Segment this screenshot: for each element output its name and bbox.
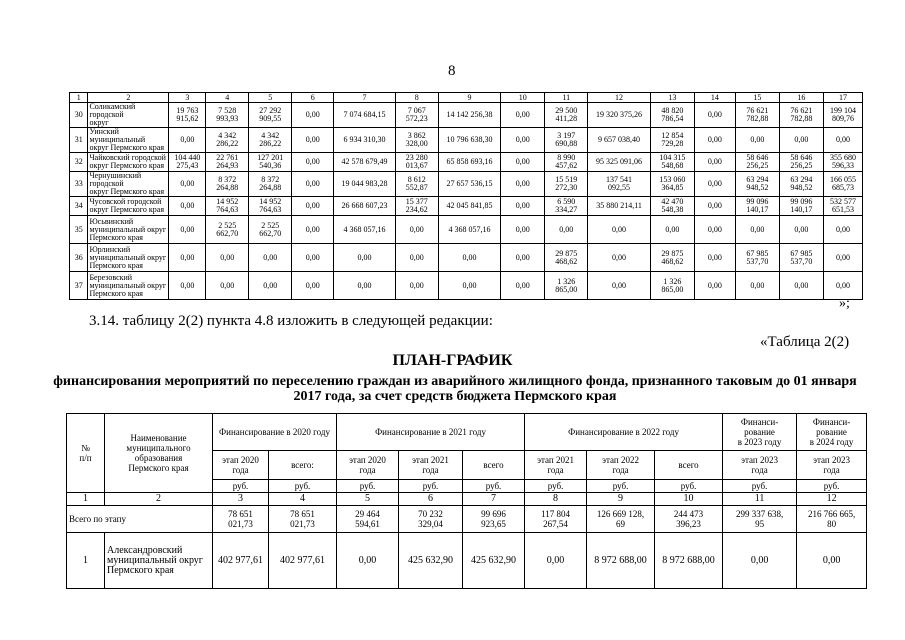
table-cell: 0,00 xyxy=(735,272,779,300)
header-cell: 2 xyxy=(88,93,169,103)
table-cell: 8 372 264,88 xyxy=(249,172,292,197)
table-cell: 35 xyxy=(70,216,88,244)
total-value: 244 473 396,23 xyxy=(655,506,723,533)
table-cell: 0,00 xyxy=(169,244,206,272)
table-cell: 31 xyxy=(70,128,88,153)
total-value: 70 232 329,04 xyxy=(399,506,463,533)
table-cell: 67 985 537,70 xyxy=(779,244,823,272)
subheader-cell: этап 2021 года xyxy=(525,451,587,480)
total-value: 29 464 594,61 xyxy=(337,506,399,533)
header-cell: 17 xyxy=(823,93,862,103)
table-cell: 0,00 xyxy=(545,216,588,244)
table-cell: 0,00 xyxy=(694,244,735,272)
table-cell: 34 xyxy=(70,197,88,216)
table-cell: 4 342 286,22 xyxy=(206,128,249,153)
municipality-name: Чайковский городской округ Пермского края xyxy=(88,153,169,172)
header-2020: Финансирование в 2020 году xyxy=(213,414,337,451)
column-number: 5 xyxy=(337,493,399,506)
table-row xyxy=(70,216,863,244)
subheader-cell: этап 2023 года xyxy=(797,451,867,480)
table-cell: 0,00 xyxy=(169,272,206,300)
table-row xyxy=(70,172,863,197)
header-name: Наименование муниципального образования Пермского края xyxy=(105,414,213,493)
table-cell: 6 590 334,27 xyxy=(545,197,588,216)
column-number: 9 xyxy=(587,493,655,506)
table-cell: 0,00 xyxy=(823,272,862,300)
quote-close: »; xyxy=(839,296,850,311)
municipality-name: Березовский муниципальный округ Пермского края xyxy=(88,272,169,300)
table-cell: 166 055 685,73 xyxy=(823,172,862,197)
table-cell: 14 952 764,63 xyxy=(206,197,249,216)
table-cell: 3 197 690,88 xyxy=(545,128,588,153)
header-cell: 16 xyxy=(779,93,823,103)
table-cell: 0,00 xyxy=(501,153,545,172)
table-cell: 42 578 679,49 xyxy=(334,153,395,172)
municipal-funding-table xyxy=(69,92,863,300)
table-cell: 0,00 xyxy=(395,216,438,244)
table-cell: 48 820 786,54 xyxy=(650,103,694,128)
unit-cell: руб. xyxy=(655,480,723,493)
table-cell: 95 325 091,06 xyxy=(588,153,650,172)
total-value: 78 651 021,73 xyxy=(269,506,337,533)
table-row xyxy=(70,128,863,153)
table-cell: 58 646 256,25 xyxy=(735,153,779,172)
table-cell: 58 646 256,25 xyxy=(779,153,823,172)
subheader-cell: этап 2022 года xyxy=(587,451,655,480)
table-cell: 104 440 275,43 xyxy=(169,153,206,172)
table-cell: 76 621 782,88 xyxy=(735,103,779,128)
table-cell: 0,00 xyxy=(694,272,735,300)
table-row xyxy=(70,244,863,272)
table-cell: 425 632,90 xyxy=(399,533,463,589)
table-cell: 0,00 xyxy=(292,103,334,128)
table-cell: 35 880 214,11 xyxy=(588,197,650,216)
table-cell: 0,00 xyxy=(723,533,797,589)
table-row xyxy=(70,103,863,128)
table-cell: 0,00 xyxy=(334,244,395,272)
table-cell: 3 862 328,00 xyxy=(395,128,438,153)
table-cell: 15 377 234,62 xyxy=(395,197,438,216)
subheader-cell: этап 2020 года xyxy=(337,451,399,480)
table-cell: 0,00 xyxy=(694,128,735,153)
unit-cell: руб. xyxy=(525,480,587,493)
municipality-name: Чусовской городской округ Пермского края xyxy=(88,197,169,216)
table-cell: 0,00 xyxy=(206,244,249,272)
unit-cell: руб. xyxy=(723,480,797,493)
table-row xyxy=(70,197,863,216)
municipality-name: Соликамский городской округ xyxy=(88,103,169,128)
column-number: 8 xyxy=(525,493,587,506)
table-cell: 0,00 xyxy=(588,272,650,300)
table-cell: 8 972 688,00 xyxy=(587,533,655,589)
table-cell: 7 067 572,23 xyxy=(395,103,438,128)
column-number: 12 xyxy=(797,493,867,506)
municipality-name: Уинский муниципальный округ Пермского края xyxy=(88,128,169,153)
header-cell: 11 xyxy=(545,93,588,103)
table-cell: 27 292 909,55 xyxy=(249,103,292,128)
table-cell: 425 632,90 xyxy=(463,533,525,589)
column-number: 4 xyxy=(269,493,337,506)
unit-cell: руб. xyxy=(797,480,867,493)
header-num: № п/п xyxy=(67,414,105,493)
table-cell: 0,00 xyxy=(779,128,823,153)
table-cell: 0,00 xyxy=(249,244,292,272)
header-cell: 7 xyxy=(334,93,395,103)
table-cell: 0,00 xyxy=(823,244,862,272)
municipality-name: Юсьвинский муниципальный округ Пермского края xyxy=(88,216,169,244)
table-cell: 8 612 552,87 xyxy=(395,172,438,197)
column-number: 7 xyxy=(463,493,525,506)
table-cell: 36 xyxy=(70,244,88,272)
table-cell: 19 763 915,62 xyxy=(169,103,206,128)
table-cell: 29 875 468,62 xyxy=(545,244,588,272)
column-number: 2 xyxy=(105,493,213,506)
table-cell: 153 060 364,85 xyxy=(650,172,694,197)
table-cell: 0,00 xyxy=(735,128,779,153)
table-cell: 0,00 xyxy=(525,533,587,589)
subheader-cell: этап 2020 года xyxy=(213,451,269,480)
column-number: 3 xyxy=(213,493,269,506)
table-cell: 19 320 375,26 xyxy=(588,103,650,128)
table-cell: 532 577 651,53 xyxy=(823,197,862,216)
unit-cell: руб. xyxy=(463,480,525,493)
table-cell: 29 875 468,62 xyxy=(650,244,694,272)
unit-cell: руб. xyxy=(587,480,655,493)
table-cell: 10 796 638,30 xyxy=(438,128,500,153)
table-cell: 0,00 xyxy=(501,216,545,244)
table-cell: 0,00 xyxy=(206,272,249,300)
table-cell: 0,00 xyxy=(395,272,438,300)
table-cell: 2 525 662,70 xyxy=(249,216,292,244)
table-cell: 137 541 092,55 xyxy=(588,172,650,197)
table-cell: 1 xyxy=(67,533,105,589)
table-cell: 0,00 xyxy=(292,244,334,272)
table-cell: 63 294 948,52 xyxy=(779,172,823,197)
table-cell: 26 668 607,23 xyxy=(334,197,395,216)
table-cell: 0,00 xyxy=(588,244,650,272)
header-cell: 9 xyxy=(438,93,500,103)
table-cell: 1 326 865,00 xyxy=(650,272,694,300)
total-value: 216 766 665, 80 xyxy=(797,506,867,533)
table-cell: 65 858 693,16 xyxy=(438,153,500,172)
total-value: 126 669 128, 69 xyxy=(587,506,655,533)
table-cell: 19 044 983,28 xyxy=(334,172,395,197)
table-cell: 0,00 xyxy=(292,197,334,216)
table-row xyxy=(70,272,863,300)
total-value: 299 337 638, 95 xyxy=(723,506,797,533)
table-cell: 4 368 057,16 xyxy=(438,216,500,244)
header-cell: 10 xyxy=(501,93,545,103)
unit-cell: руб. xyxy=(269,480,337,493)
table-cell: 0,00 xyxy=(292,153,334,172)
header-row xyxy=(70,93,863,103)
header-2021: Финансирование в 2021 году xyxy=(337,414,525,451)
table-cell: 2 525 662,70 xyxy=(206,216,249,244)
table-row xyxy=(70,153,863,172)
table-cell: 0,00 xyxy=(501,172,545,197)
table-cell: 0,00 xyxy=(650,216,694,244)
table-cell: 0,00 xyxy=(249,272,292,300)
header-cell: 14 xyxy=(694,93,735,103)
column-number: 6 xyxy=(399,493,463,506)
subheader-cell: этап 2021 года xyxy=(399,451,463,480)
header-cell: 12 xyxy=(588,93,650,103)
table-cell: 14 952 764,63 xyxy=(249,197,292,216)
table-cell: 32 xyxy=(70,153,88,172)
table-cell: 0,00 xyxy=(779,272,823,300)
header-cell: 6 xyxy=(292,93,334,103)
table-cell: 0,00 xyxy=(694,216,735,244)
table-cell: 42 470 548,38 xyxy=(650,197,694,216)
table-cell: 0,00 xyxy=(797,533,867,589)
table-cell: 7 074 684,15 xyxy=(334,103,395,128)
table-cell: 4 368 057,16 xyxy=(334,216,395,244)
table-cell: 15 519 272,30 xyxy=(545,172,588,197)
unit-cell: руб. xyxy=(399,480,463,493)
table-cell: 0,00 xyxy=(501,244,545,272)
table-cell: 0,00 xyxy=(438,272,500,300)
subheader-cell: всего xyxy=(655,451,723,480)
table-cell: 0,00 xyxy=(292,272,334,300)
table-cell: 0,00 xyxy=(337,533,399,589)
table-cell: 12 854 729,28 xyxy=(650,128,694,153)
table-cell: 0,00 xyxy=(779,216,823,244)
header-cell: 5 xyxy=(249,93,292,103)
table-cell: 4 342 286,22 xyxy=(249,128,292,153)
table-cell: 127 201 540,36 xyxy=(249,153,292,172)
column-number: 10 xyxy=(655,493,723,506)
table-cell: 9 657 038,40 xyxy=(588,128,650,153)
table-cell: 0,00 xyxy=(292,172,334,197)
municipality-name: Чернушинский городской округ Пермского края xyxy=(88,172,169,197)
header-2022: Финансирование в 2022 году xyxy=(525,414,723,451)
instruction-text: 3.14. таблицу 2(2) пункта 4.8 изложить в следующей редакции: xyxy=(89,313,493,329)
total-value: 78 651 021,73 xyxy=(213,506,269,533)
table-cell: 99 096 140,17 xyxy=(735,197,779,216)
table-cell: 67 985 537,70 xyxy=(735,244,779,272)
municipality-name: Александровский муниципальный округ Пермского края xyxy=(105,533,213,589)
header-cell: 15 xyxy=(735,93,779,103)
table-cell: 1 326 865,00 xyxy=(545,272,588,300)
total-label: Всего по этапу xyxy=(67,506,213,533)
table-cell: 402 977,61 xyxy=(213,533,269,589)
table-cell: 0,00 xyxy=(169,197,206,216)
table-cell: 0,00 xyxy=(438,244,500,272)
total-value: 117 804 267,54 xyxy=(525,506,587,533)
table-cell: 27 657 536,15 xyxy=(438,172,500,197)
table-cell: 0,00 xyxy=(501,103,545,128)
table-cell: 7 528 993,93 xyxy=(206,103,249,128)
table-cell: 23 280 013,67 xyxy=(395,153,438,172)
header-cell: 8 xyxy=(395,93,438,103)
table-cell: 0,00 xyxy=(588,216,650,244)
table-cell: 63 294 948,52 xyxy=(735,172,779,197)
table-cell: 0,00 xyxy=(823,216,862,244)
table-cell: 37 xyxy=(70,272,88,300)
table-reference: «Таблица 2(2) xyxy=(760,334,850,350)
table-cell: 0,00 xyxy=(694,153,735,172)
table-cell: 0,00 xyxy=(169,128,206,153)
table-cell: 30 xyxy=(70,103,88,128)
header-2024: Финанси- рование в 2024 году xyxy=(797,414,867,451)
column-number: 1 xyxy=(67,493,105,506)
column-number: 11 xyxy=(723,493,797,506)
table-cell: 0,00 xyxy=(501,197,545,216)
table-cell: 104 315 548,68 xyxy=(650,153,694,172)
table-cell: 402 977,61 xyxy=(269,533,337,589)
table-cell: 355 680 596,33 xyxy=(823,153,862,172)
table-cell: 22 761 264,93 xyxy=(206,153,249,172)
table-cell: 199 104 809,76 xyxy=(823,103,862,128)
table-cell: 0,00 xyxy=(694,172,735,197)
table-cell: 6 934 310,30 xyxy=(334,128,395,153)
subheader-cell: всего xyxy=(463,451,525,480)
table-cell: 0,00 xyxy=(334,272,395,300)
table-cell: 42 045 841,85 xyxy=(438,197,500,216)
header-cell: 3 xyxy=(169,93,206,103)
table-cell: 8 990 457,62 xyxy=(545,153,588,172)
subheader-cell: этап 2023 года xyxy=(723,451,797,480)
table-cell: 0,00 xyxy=(292,128,334,153)
table-cell: 0,00 xyxy=(395,244,438,272)
table-cell: 0,00 xyxy=(694,197,735,216)
plan-subtitle: финансирования мероприятий по переселению граждан из аварийного жилищного фонда, признанного таковым до 01 января 2017 года, за счет средств бюджета Пермского края xyxy=(53,374,857,404)
table-cell: 0,00 xyxy=(501,128,545,153)
table-cell: 33 xyxy=(70,172,88,197)
header-2023: Финанси- рование в 2023 году xyxy=(723,414,797,451)
page-number: 8 xyxy=(448,63,456,79)
table-cell: 0,00 xyxy=(501,272,545,300)
total-value: 99 696 923,65 xyxy=(463,506,525,533)
header-cell: 13 xyxy=(650,93,694,103)
table-cell: 99 096 140,17 xyxy=(779,197,823,216)
header-cell: 4 xyxy=(206,93,249,103)
table-cell: 29 500 411,28 xyxy=(545,103,588,128)
table-cell: 0,00 xyxy=(694,103,735,128)
municipality-name: Юрлинский муниципальный округ Пермского края xyxy=(88,244,169,272)
table-cell: 0,00 xyxy=(292,216,334,244)
unit-cell: руб. xyxy=(337,480,399,493)
table-cell: 8 972 688,00 xyxy=(655,533,723,589)
table-cell: 0,00 xyxy=(169,172,206,197)
table-cell: 0,00 xyxy=(735,216,779,244)
table-cell: 76 621 782,88 xyxy=(779,103,823,128)
table-cell: 0,00 xyxy=(823,128,862,153)
subheader-cell: всего: xyxy=(269,451,337,480)
plan-schedule-table xyxy=(66,413,867,589)
table-cell: 8 372 264,88 xyxy=(206,172,249,197)
header-cell: 1 xyxy=(70,93,88,103)
table-cell: 14 142 256,38 xyxy=(438,103,500,128)
unit-cell: руб. xyxy=(213,480,269,493)
plan-title: ПЛАН-ГРАФИК xyxy=(392,352,513,369)
table-cell: 0,00 xyxy=(169,216,206,244)
